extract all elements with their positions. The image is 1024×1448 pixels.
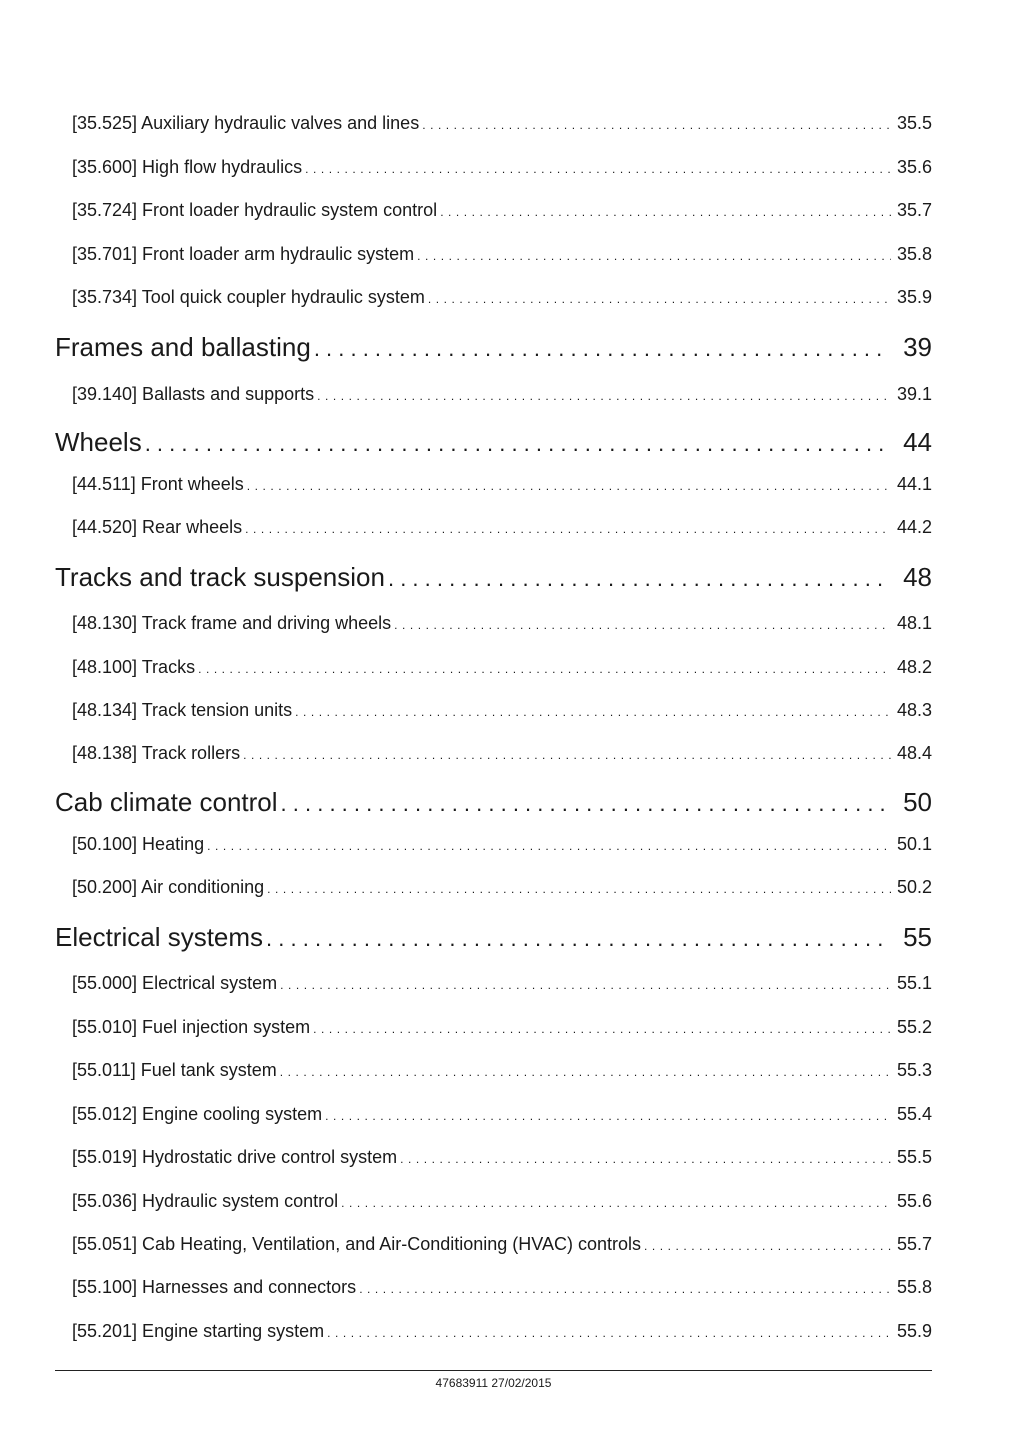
leader-dots xyxy=(394,618,891,632)
toc-entry-page: 35.9 xyxy=(896,287,932,307)
leader-dots xyxy=(281,791,890,817)
toc-section[interactable] xyxy=(55,332,932,366)
leader-dots xyxy=(295,705,891,719)
toc-entry-title: [35.724] Front loader hydraulic system control xyxy=(72,200,438,220)
toc-section[interactable] xyxy=(55,427,932,461)
toc-section[interactable] xyxy=(55,562,932,596)
toc-entry[interactable] xyxy=(72,200,932,224)
toc-entry[interactable] xyxy=(72,517,932,541)
toc-section-page: 39 xyxy=(903,332,932,362)
toc-entry-title: [44.520] Rear wheels xyxy=(72,517,243,537)
toc-section-title: Frames and ballasting xyxy=(55,332,311,362)
toc-entry-title: [50.100] Heating xyxy=(72,834,205,854)
leader-dots xyxy=(313,1022,891,1036)
toc-entry-title: [55.051] Cab Heating, Ventilation, and Air-Conditioning (HVAC) controls xyxy=(72,1234,641,1254)
leader-dots xyxy=(267,882,891,896)
leader-dots xyxy=(198,662,891,676)
toc-entry[interactable] xyxy=(72,474,932,498)
toc-entry-title: [48.134] Track tension units xyxy=(72,700,293,720)
toc-section-title: Wheels xyxy=(55,427,142,457)
leader-dots xyxy=(359,1282,891,1296)
toc-entry-page: 48.3 xyxy=(896,700,932,720)
leader-dots xyxy=(314,336,889,362)
leader-dots xyxy=(422,118,891,132)
toc-entry-page: 55.8 xyxy=(896,1277,932,1297)
toc-entry[interactable] xyxy=(72,973,932,997)
toc-entry[interactable] xyxy=(72,700,932,724)
leader-dots xyxy=(207,839,891,853)
toc-entry-title: [55.201] Engine starting system xyxy=(72,1321,325,1341)
toc-entry-page: 55.6 xyxy=(896,1191,932,1211)
toc-entry-page: 55.9 xyxy=(896,1321,932,1341)
toc-entry-page: 35.8 xyxy=(896,244,932,264)
leader-dots xyxy=(400,1152,891,1166)
toc-section-title: Cab climate control xyxy=(55,787,278,817)
toc-entry-page: 44.1 xyxy=(896,474,932,494)
footer-rule xyxy=(55,1370,932,1371)
toc-entry-title: [48.130] Track frame and driving wheels xyxy=(72,613,392,633)
leader-dots xyxy=(440,205,891,219)
toc-entry[interactable] xyxy=(72,1017,932,1041)
toc-entry[interactable] xyxy=(72,1104,932,1128)
toc-entry-title: [55.036] Hydraulic system control xyxy=(72,1191,339,1211)
toc-section-title: Electrical systems xyxy=(55,922,264,952)
toc-section-page: 55 xyxy=(903,922,932,952)
toc-entry[interactable] xyxy=(72,743,932,767)
toc-entry[interactable] xyxy=(72,1234,932,1258)
toc-entry[interactable] xyxy=(72,1277,932,1301)
leader-dots xyxy=(341,1196,891,1210)
toc-section-page: 50 xyxy=(903,787,932,817)
toc-entry[interactable] xyxy=(72,287,932,311)
toc-entry-page: 50.2 xyxy=(896,877,932,897)
toc-entry-page: 55.2 xyxy=(896,1017,932,1037)
toc-entry-page: 48.4 xyxy=(896,743,932,763)
toc-entry-page: 55.4 xyxy=(896,1104,932,1124)
toc-entry[interactable] xyxy=(72,384,932,408)
toc-entry[interactable] xyxy=(72,1060,932,1084)
toc-entry-title: [55.011] Fuel tank system xyxy=(72,1060,277,1080)
toc-entry[interactable] xyxy=(72,657,932,681)
toc-entry[interactable] xyxy=(72,157,932,181)
toc-entry-title: [35.525] Auxiliary hydraulic valves and lines xyxy=(72,113,420,133)
leader-dots xyxy=(305,162,891,176)
leader-dots xyxy=(266,926,889,952)
leader-dots xyxy=(325,1109,891,1123)
toc-entry-page: 35.7 xyxy=(896,200,932,220)
toc-entry-title: [35.600] High flow hydraulics xyxy=(72,157,303,177)
toc-entry-page: 39.1 xyxy=(896,384,932,404)
toc-entry-page: 48.2 xyxy=(896,657,932,677)
toc-entry-title: [48.100] Tracks xyxy=(72,657,196,677)
leader-dots xyxy=(247,479,891,493)
toc-entry-page: 55.7 xyxy=(896,1234,932,1254)
toc-section-title: Tracks and track suspension xyxy=(55,562,385,592)
toc-entry-page: 48.1 xyxy=(896,613,932,633)
toc-entry-title: [55.010] Fuel injection system xyxy=(72,1017,311,1037)
toc-entry-page: 55.5 xyxy=(896,1147,932,1167)
leader-dots xyxy=(428,292,891,306)
toc-entry-page: 55.3 xyxy=(896,1060,932,1080)
footer-doc-id-date: 47683911 27/02/2015 xyxy=(435,1376,552,1390)
leader-dots xyxy=(388,566,889,592)
leader-dots xyxy=(317,389,891,403)
toc-entry-title: [55.019] Hydrostatic drive control system xyxy=(72,1147,398,1167)
toc-entry[interactable] xyxy=(72,613,932,637)
leader-dots xyxy=(245,522,891,536)
toc-entry-title: [44.511] Front wheels xyxy=(72,474,244,494)
toc-entry-title: [48.138] Track rollers xyxy=(72,743,241,763)
leader-dots xyxy=(280,1065,891,1079)
toc-entry-title: [50.200] Air conditioning xyxy=(72,877,265,897)
toc-section[interactable] xyxy=(55,787,932,821)
toc-entry-page: 50.1 xyxy=(896,834,932,854)
toc-entry-page: 35.6 xyxy=(896,157,932,177)
leader-dots xyxy=(327,1326,891,1340)
toc-entry[interactable] xyxy=(72,1191,932,1215)
toc-entry[interactable] xyxy=(72,1321,932,1345)
toc-entry[interactable] xyxy=(72,834,932,858)
toc-section[interactable] xyxy=(55,922,932,956)
toc-entry-title: [39.140] Ballasts and supports xyxy=(72,384,315,404)
toc-section-page: 44 xyxy=(903,427,932,457)
toc-entry[interactable] xyxy=(72,1147,932,1171)
leader-dots xyxy=(243,748,891,762)
leader-dots xyxy=(417,249,891,263)
toc-entry-title: [35.734] Tool quick coupler hydraulic system xyxy=(72,287,425,307)
toc-entry-page: 55.1 xyxy=(896,973,932,993)
leader-dots xyxy=(644,1239,891,1253)
toc-entry[interactable] xyxy=(72,877,932,901)
toc-entry-title: [35.701] Front loader arm hydraulic system xyxy=(72,244,415,264)
toc-entry-page: 44.2 xyxy=(896,517,932,537)
leader-dots xyxy=(280,978,891,992)
toc-entry-page: 35.5 xyxy=(896,113,932,133)
toc-entry-title: [55.000] Electrical system xyxy=(72,973,278,993)
toc-entry-title: [55.012] Engine cooling system xyxy=(72,1104,323,1124)
leader-dots xyxy=(145,431,889,457)
toc-entry-title: [55.100] Harnesses and connectors xyxy=(72,1277,357,1297)
toc-section-page: 48 xyxy=(903,562,932,592)
toc-entry[interactable] xyxy=(72,244,932,268)
toc-entry[interactable] xyxy=(72,113,932,137)
